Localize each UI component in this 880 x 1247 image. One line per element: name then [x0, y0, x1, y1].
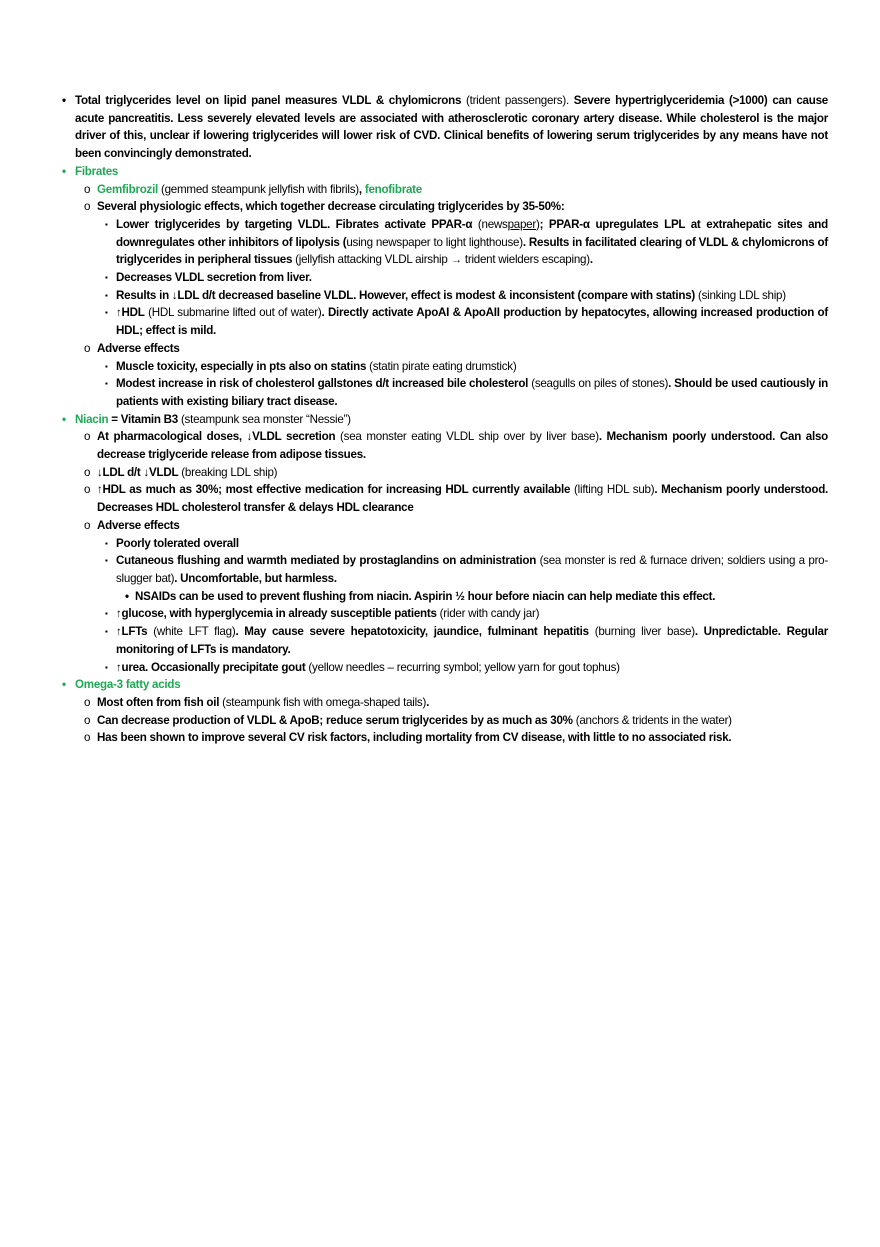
list-item-level-2 [105, 375, 828, 410]
text-segment: using newspaper to light lighthouse) [346, 235, 523, 249]
list-item-level-2 [105, 605, 828, 623]
text-segment: Modest increase in risk of cholesterol gallstones d/t increased bile cholesterol [116, 377, 529, 391]
text-segment: (white LFT flag) [147, 625, 236, 639]
text-segment: (sea monster eating VLDL ship over by liver base) [335, 430, 599, 444]
text-segment: Lower triglycerides by targeting VLDL. Fibrates activate PPAR-α [116, 217, 473, 231]
list-item-level-1 [84, 181, 828, 199]
list-item-level-1 [84, 517, 828, 535]
text-segment: . [426, 695, 430, 709]
text-segment: . Directly activate ApoAI & ApoAII production by hepatocytes, allowing increased production of HDL; effect is mild. [116, 306, 828, 338]
text-segment: ↑urea. Occasionally precipitate gout [116, 660, 306, 674]
text-segment: (burning liver base) [588, 625, 695, 639]
list-item-level-2 [105, 358, 828, 376]
drug-name: Omega-3 fatty acids [75, 678, 181, 692]
text-segment: (trident passengers). [461, 94, 574, 107]
text-segment: . Results in facilitated clearing of VLDL & chylomicrons of triglycerides in peripheral tissues [116, 235, 828, 267]
text-segment: Has been shown to improve several CV risk factors, including mortality from CV disease, with little to no associated risk. [97, 731, 732, 745]
text-segment: Decreases VLDL secretion from liver. [116, 271, 312, 285]
text-segment: (HDL submarine lifted out of water) [144, 306, 322, 320]
text-segment: Adverse effects [97, 341, 180, 355]
text-segment: Poorly tolerated overall [116, 536, 239, 550]
bullet-icon: ▪ [105, 290, 108, 300]
bullet-icon: ▪ [105, 538, 108, 548]
text-segment: Severe hypertriglyceridemia (>1000) can cause acute pancreatitis. Less severely elevated levels are associated with atherosclerotic coronary artery disease. While cholesterol is the major driver of this, unclear if lowering triglycerides will lower risk of CVD. Clinical benefits of lowering serum triglycerides by any means have not been convincingly demonstrated. [75, 94, 828, 161]
list-item-level-2 [105, 216, 828, 269]
bullet-icon: o [84, 182, 91, 196]
list-item-level-2 [105, 535, 828, 553]
bullet-icon: ▪ [105, 662, 108, 672]
text-segment: At pharmacological doses, ↓VLDL secretion [97, 430, 336, 444]
text-segment: ↑glucose, with hyperglycemia in already susceptible patients [116, 607, 437, 621]
text-segment: Several physiologic effects, which together decrease circulating triglycerides by 35-50%: [97, 200, 565, 214]
bullet-icon: o [84, 341, 91, 355]
list-item-level-0 [62, 411, 828, 429]
text-segment: Cutaneous flushing and warmth mediated by prostaglandins on administration [116, 554, 537, 568]
bullet-icon: ▪ [105, 627, 108, 637]
text-segment: . Mechanism poorly understood. Can also decrease triglyceride release from adipose tissues. [97, 430, 828, 462]
list-item-level-2 [105, 304, 828, 339]
drug-name: Fibrates [75, 164, 119, 178]
text-segment: . Uncomfortable, but harmless. [174, 571, 337, 585]
list-item-level-1 [84, 198, 828, 216]
text-segment: ↑LFTs [116, 625, 148, 639]
list-item-level-0 [62, 92, 828, 163]
text-segment: paper [507, 217, 536, 231]
text-segment: ↑HDL [116, 306, 145, 320]
list-item-level-1 [84, 428, 828, 463]
text-segment: Adverse effects [97, 518, 180, 532]
text-segment: Can decrease production of VLDL & ApoB; reduce serum triglycerides by as much as 30% [97, 713, 573, 727]
list-item-level-0 [62, 163, 828, 181]
text-segment: . Should be used cautiously in patients with existing biliary tract disease. [116, 377, 828, 408]
drug-name: fenofibrate [364, 182, 422, 196]
list-item-level-2 [105, 659, 828, 677]
text-segment: (lifting HDL sub) [570, 483, 655, 497]
bullet-icon: ▪ [105, 556, 108, 566]
text-segment: . May cause severe hepatotoxicity, jaundice, fulminant hepatitis [235, 625, 589, 639]
list-item-level-1 [84, 694, 828, 712]
text-segment: . Unpredictable. Regular monitoring of LFTs is mandatory. [116, 625, 829, 656]
bullet-icon: ▪ [105, 273, 108, 283]
text-segment: ; PPAR-α upregulates LPL at extrahepatic sites and downregulates other inhibitors of lipolysis ( [116, 217, 828, 249]
drug-name: Gemfibrozil [97, 182, 159, 196]
text-segment: , [358, 182, 365, 196]
list-item-level-1 [84, 712, 828, 730]
text-segment: ↑HDL as much as 30%; most effective medication for increasing HDL currently available [97, 483, 571, 497]
list-item-level-0 [62, 676, 828, 694]
bullet-icon: o [84, 713, 91, 727]
bullet-icon: o [84, 200, 91, 214]
text-segment: Muscle toxicity, especially in pts also on statins [116, 359, 367, 373]
bullet-icon: • [125, 589, 129, 603]
text-segment: (breaking LDL ship) [178, 465, 278, 479]
document-body [0, 92, 880, 747]
text-segment: (rider with candy jar) [436, 607, 540, 621]
text-segment: Most often from fish oil [97, 695, 220, 709]
text-segment: (seagulls on piles of stones) [528, 377, 669, 391]
text-segment: (steampunk sea monster “Nessie”) [177, 412, 351, 426]
bullet-icon: ▪ [105, 219, 108, 229]
bullet-icon: • [62, 164, 66, 178]
text-segment: (jellyfish attacking VLDL airship → trident wielders escaping) [292, 253, 590, 267]
list-item-level-2 [105, 552, 828, 587]
text-segment: NSAIDs can be used to prevent flushing from niacin. Aspirin ½ hour before niacin can help mediate this effect. [135, 589, 716, 603]
bullet-icon: • [62, 94, 66, 107]
text-segment: Results in ↓LDL d/t decreased baseline VLDL. However, effect is modest & inconsistent (compare with statins) [116, 288, 696, 302]
bullet-icon: o [84, 518, 91, 532]
text-segment: (anchors & tridents in the water) [572, 713, 732, 727]
bullet-icon: ▪ [105, 308, 108, 318]
text-segment: (gemmed steampunk jellyfish with fibrils) [158, 182, 359, 196]
text-segment: (sinking LDL ship) [695, 288, 786, 302]
bullet-icon: ▪ [105, 609, 108, 619]
text-segment: (sea monster is red & furnace driven; soldiers using a pro-slugger bat) [116, 554, 828, 585]
bullet-icon: o [84, 731, 91, 745]
text-segment: (steampunk fish with omega-shaped tails) [219, 695, 427, 709]
text-segment: ↓LDL d/t ↓VLDL [97, 465, 179, 479]
list-item-level-3 [125, 588, 828, 606]
bullet-icon: o [84, 483, 91, 497]
text-segment: ) [535, 217, 540, 231]
text-segment: . Mechanism poorly understood. Decreases HDL cholesterol transfer & delays HDL clearance [97, 483, 829, 515]
bullet-icon: o [84, 465, 91, 479]
bullet-icon: • [62, 678, 66, 692]
text-segment: (yellow needles – recurring symbol; yellow yarn for gout tophus) [305, 660, 620, 674]
bullet-icon: • [62, 412, 66, 426]
drug-name: Niacin [75, 412, 109, 426]
bullet-icon: ▪ [105, 379, 108, 389]
list-item-level-2 [105, 269, 828, 287]
text-segment: (statin pirate eating drumstick) [366, 359, 517, 373]
text-segment: (news [472, 217, 508, 231]
bullet-icon: o [84, 430, 91, 444]
list-item-level-1 [84, 464, 828, 482]
bullet-icon: o [84, 695, 91, 709]
list-item-level-2 [105, 623, 829, 658]
text-segment: . [589, 253, 593, 267]
list-item-level-2 [105, 287, 828, 305]
list-item-level-1 [84, 481, 829, 516]
list-item-level-1 [84, 729, 828, 747]
list-item-level-1 [84, 340, 828, 358]
text-segment: = Vitamin B3 [108, 412, 178, 426]
text-segment: Total triglycerides level on lipid panel measures VLDL & chylomicrons [75, 94, 462, 107]
bullet-icon: ▪ [105, 361, 108, 371]
